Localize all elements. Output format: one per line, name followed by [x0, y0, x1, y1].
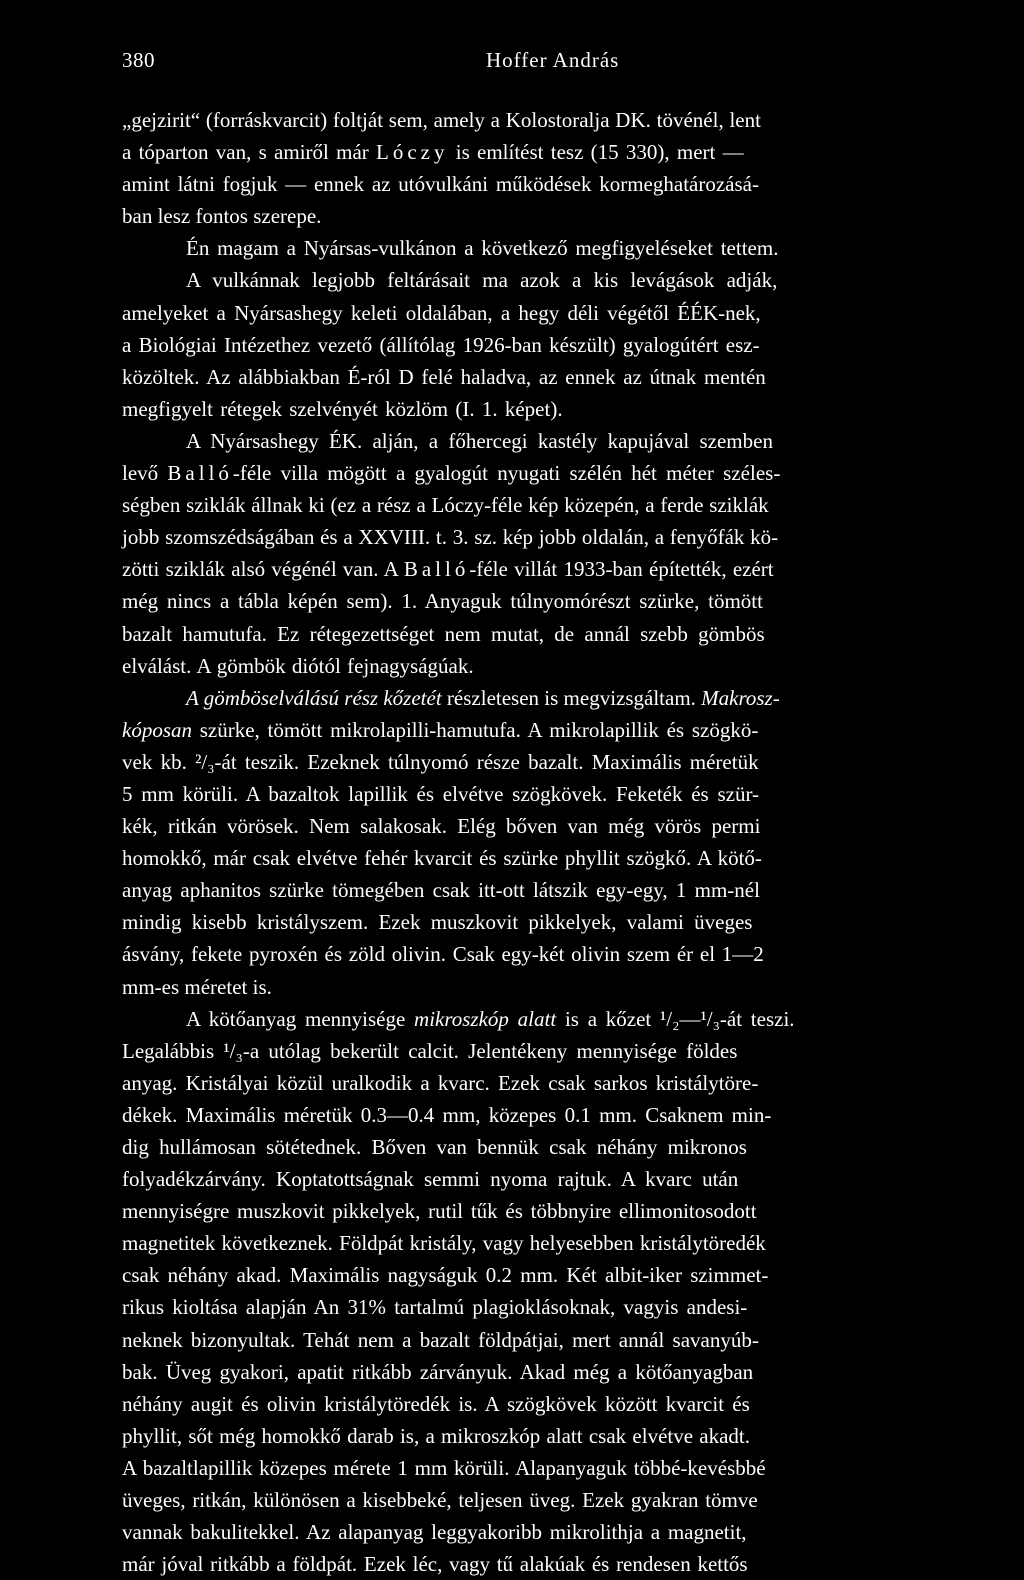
text-line — [122, 1420, 974, 1452]
text-span: még nincs a tábla képén sem). 1. Anyaguk túlnyomórészt szürke, tömött — [122, 589, 763, 614]
text-line — [122, 457, 974, 489]
text-line — [122, 842, 974, 874]
text-span: mindig kisebb kristályszem. Ezek muszkovit pikkelyek, valami üveges — [122, 910, 753, 935]
spaced-name: Lóczy — [376, 140, 449, 165]
text-span: amelyeket a Nyársashegy keleti oldalában, a hegy déli végétől ÉÉK-nek, — [122, 300, 761, 325]
text-span: 5 mm körüli. A bazaltok lapillik és elvétve szögkövek. Feketék és szür- — [122, 781, 760, 806]
body-text — [122, 104, 974, 1580]
text-line — [122, 104, 974, 136]
italic-text: A gömböselválású rész kőzetét — [186, 685, 442, 710]
text-line — [122, 1035, 974, 1067]
running-title: Hoffer András — [486, 48, 620, 72]
text-line — [122, 874, 974, 906]
text-line — [122, 650, 974, 682]
text-span: néhány augit és olivin kristálytöredék is. A szögkövek között kvarcit és — [122, 1391, 750, 1416]
text-line — [122, 361, 974, 393]
text-span: A Nyársashegy ÉK. alján, a főhercegi kastély kapujával szemben — [186, 428, 773, 453]
text-line — [122, 200, 974, 232]
text-span: Én magam a Nyársas-vulkánon a következő megfigyeléseket tettem. — [186, 236, 779, 261]
text-span: folyadékzárvány. Koptatottságnak semmi nyoma rajtuk. A kvarc után — [122, 1167, 739, 1192]
text-span: zötti sziklák alsó végénél van. A — [122, 557, 404, 582]
text-span: megfigyelt rétegek szelvényét közlöm (I. 1. képet). — [122, 396, 563, 421]
text-line — [122, 1452, 974, 1484]
text-line — [122, 1548, 974, 1580]
text-span: A vulkánnak legjobb feltárásait ma azok a kis levágások adják, — [186, 268, 778, 293]
text-span: is említést tesz (15 330), mert — — [448, 140, 744, 165]
text-span: „gejzirit“ (forráskvarcit) foltját sem, amely a Kolostoralja DK. tövénél, lent — [122, 108, 761, 132]
text-span: amint látni fogjuk — ennek az utóvulkáni működések kormeghatározásá- — [122, 172, 759, 197]
text-span: A bazaltlapillik közepes mérete 1 mm körüli. Alapanyaguk többé-kevésbbé — [122, 1455, 766, 1480]
text-span: phyllit, sőt még homokkő darab is, a mikroszkóp alatt csak elvétve akadt. — [122, 1423, 751, 1448]
text-line — [122, 1163, 974, 1195]
text-line — [122, 297, 974, 329]
text-line — [122, 906, 974, 938]
text-span: -féle villa mögött a gyalogút nyugati szélén hét méter széles- — [232, 461, 781, 486]
text-span: vannak bakulitekkel. Az alapanyag leggyakoribb mikrolithja a magnetit, — [122, 1520, 747, 1545]
text-line — [122, 329, 974, 361]
italic-text: kóposan — [122, 717, 192, 742]
text-span: homokkő, már csak elvétve fehér kvarcit és szürke phyllit szögkő. A kötő- — [122, 846, 762, 871]
text-span: ségben sziklák állnak ki (ez a rész a Lóczy-féle kép közepén, a ferde sziklák — [122, 493, 769, 518]
text-span: rikus kioltása alapján An 31% tartalmú plagioklásoknak, vagyis andesi- — [122, 1295, 748, 1320]
text-span: anyag aphanitos szürke tömegében csak itt-ott látszik egy-egy, 1 mm-nél — [122, 878, 760, 903]
text-span: neknek bizonyultak. Tehát nem a bazalt földpátjai, mert annál savanyúb- — [122, 1327, 759, 1352]
page-header — [122, 44, 976, 78]
text-line — [122, 810, 974, 842]
text-line — [122, 425, 974, 457]
text-span: bak. Üveg gyakori, apatit ritkább zárványuk. Akad még a kötőanyagban — [122, 1359, 754, 1384]
text-span: elválást. A gömbök diótól fejnagyságúak. — [122, 653, 474, 678]
text-line — [122, 682, 974, 714]
text-line — [122, 585, 974, 617]
text-span: anyag. Kristályai közül uralkodik a kvarc. Ezek csak sarkos kristálytöre- — [122, 1070, 759, 1095]
text-line — [122, 778, 974, 810]
text-span: is a kőzet ¹/₂—¹/₃-át teszi. — [556, 1006, 795, 1031]
text-line — [122, 1067, 974, 1099]
text-line — [122, 232, 974, 264]
text-line — [122, 1099, 974, 1131]
italic-text: Makrosz- — [701, 685, 780, 710]
text-line — [122, 1356, 974, 1388]
text-span: kék, ritkán vörösek. Nem salakosak. Elég bőven van még vörös permi — [122, 814, 761, 839]
text-line — [122, 971, 974, 1003]
text-span: mennyiségre muszkovit pikkelyek, rutil tűk és többnyire ellimonitosodott — [122, 1199, 757, 1224]
text-line — [122, 136, 974, 168]
italic-text: mikroszkóp alatt — [414, 1006, 557, 1031]
text-span: szürke, tömött mikrolapilli-hamutufa. A mikrolapillik és szögkö- — [192, 717, 759, 742]
text-line — [122, 1388, 974, 1420]
text-line — [122, 1484, 974, 1516]
text-span: jobb szomszédságában és a XXVIII. t. 3. sz. kép jobb oldalán, a fenyőfák kö- — [122, 525, 779, 550]
text-line — [122, 746, 974, 778]
text-span: mm-es méretet is. — [122, 974, 272, 999]
text-span: ban lesz fontos szerepe. — [122, 204, 322, 229]
text-span: a Biológiai Intézethez vezető (állítólag 1926-ban készült) gyalogútért esz- — [122, 332, 760, 357]
text-span: vek kb. ²/₃-át teszik. Ezeknek túlnyomó része bazalt. Maximális méretük — [122, 749, 759, 774]
spaced-name: Balló — [403, 557, 470, 582]
text-span: bazalt hamutufa. Ez rétegezettséget nem mutat, de annál szebb gömbös — [122, 621, 765, 646]
text-line — [122, 1291, 974, 1323]
text-span: csak néhány akad. Maximális nagyságuk 0.2 mm. Két albit-iker szimmet- — [122, 1263, 769, 1288]
page-number: 380 — [122, 48, 155, 72]
text-line — [122, 521, 974, 553]
text-line — [122, 714, 974, 746]
text-line — [122, 1516, 974, 1548]
text-line — [122, 938, 974, 970]
text-line — [122, 553, 974, 585]
text-span: ásvány, fekete pyroxén és zöld olivin. Csak egy-két olivin szem ér el 1—2 — [122, 942, 764, 967]
text-line — [122, 618, 974, 650]
text-span: Legalábbis ¹/₃-a utólag bekerült calcit. Jelentékeny mennyisége földes — [122, 1038, 738, 1063]
text-line — [122, 1227, 974, 1259]
text-span: részletesen is megvizsgáltam. — [441, 685, 702, 710]
text-span: A kötőanyag mennyisége — [186, 1006, 415, 1031]
text-span: közöltek. Az alábbiakban É-ról D felé haladva, az ennek az útnak mentén — [122, 364, 766, 389]
text-line — [122, 1131, 974, 1163]
text-line — [122, 1324, 974, 1356]
text-span: magnetitek következnek. Földpát kristály, vagy helyesebben kristálytöredék — [122, 1231, 766, 1256]
text-span: dékek. Maximális méretük 0.3—0.4 mm, közepes 0.1 mm. Csaknem min- — [122, 1102, 772, 1127]
text-line — [122, 489, 974, 521]
text-line — [122, 393, 974, 425]
text-span: -féle villát 1933-ban építették, ezért — [469, 557, 774, 582]
text-span: a tóparton van, s amiről már — [122, 140, 377, 165]
text-span: üveges, ritkán, különösen a kisebbeké, teljesen üveg. Ezek gyakran tömve — [122, 1488, 758, 1513]
text-line — [122, 1259, 974, 1291]
text-line — [122, 168, 974, 200]
text-span: dig hullámosan sötétednek. Bőven van bennük csak néhány mikronos — [122, 1135, 747, 1159]
spaced-name: Balló — [167, 461, 233, 486]
text-span: levő — [122, 461, 168, 486]
text-line — [122, 1195, 974, 1227]
text-line — [122, 264, 974, 296]
text-span: már jóval ritkább a földpát. Ezek léc, vagy tű alakúak és rendesen kettős — [122, 1552, 748, 1577]
text-line — [122, 1003, 974, 1035]
